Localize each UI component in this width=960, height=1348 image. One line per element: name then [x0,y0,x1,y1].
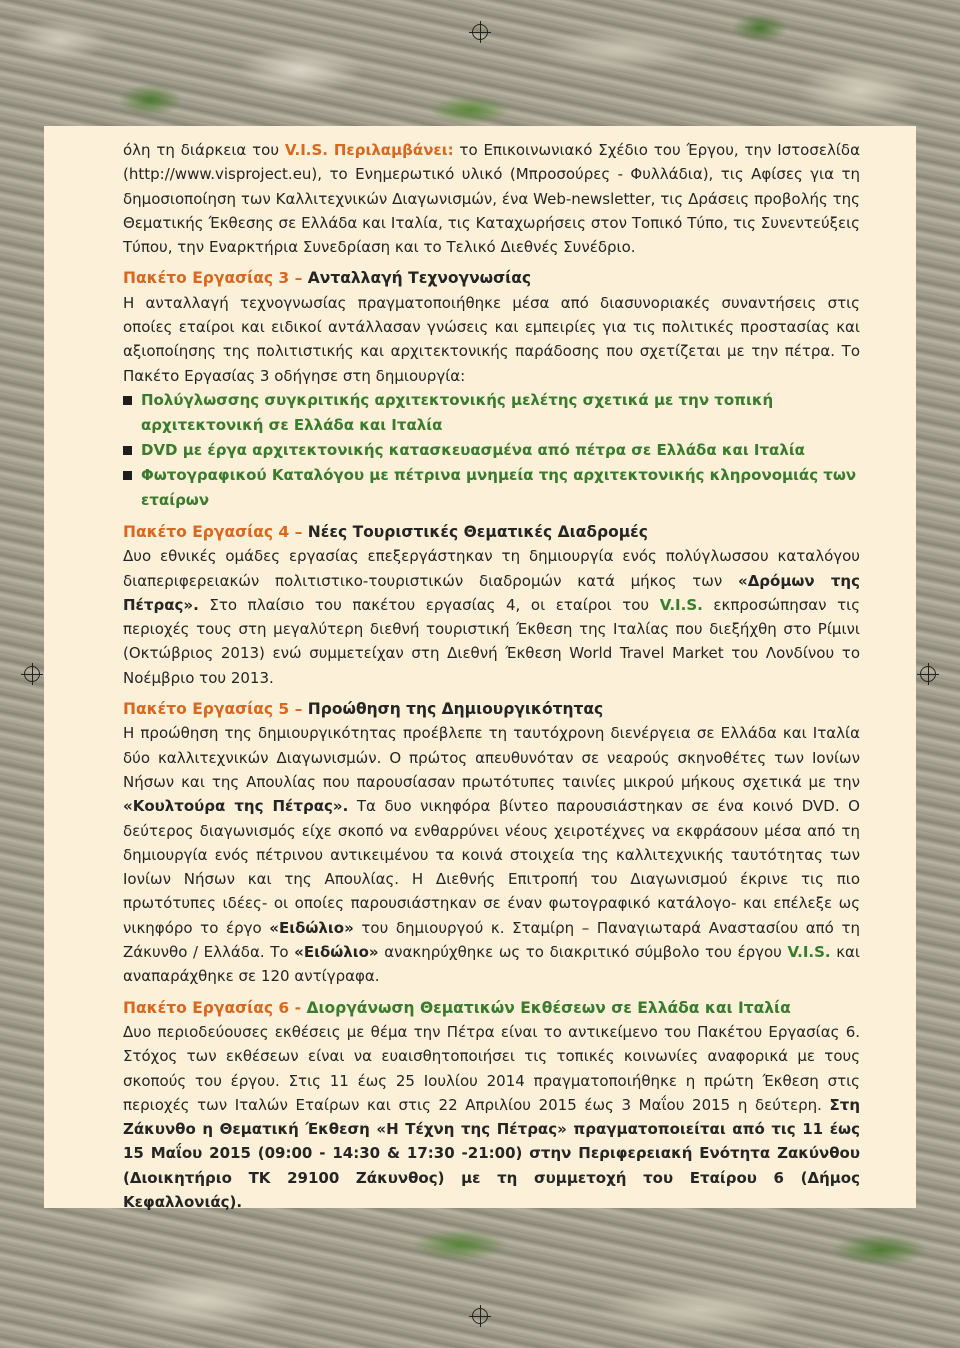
list-item [123,463,860,513]
text: Τα δυο νικηφόρα βίντεο παρουσιάστηκαν σε ένα κοινό DVD. Ο δεύτερος διαγωνισμός είχε σκοπό να ενθαρρύνει νέους χειροτέχνες να εκφράσουν μέσα από τη δημιουργία ενός πέτρινου αντικειμένου τα κοινά στοιχεία της καλλιτεχνικής ταυτότητας των Ιονίων Νήσων και της Απουλίας. Η Διεθνής Επιτροπή του Διαγωνισμού έκρινε τις πιο πρωτότυπες ιδέες- οι οποίες παρουσιάστηκαν σε έναν φωτογραφικό κατάλογο- και επέλεξε ως νικηφόρο το έργο [123,797,860,937]
bullet-text: Πολύγλωσσης συγκριτικής αρχιτεκτονικής μελέτης σχετικά με την τοπική αρχιτεκτονική σε Ελλάδα και Ιταλία [141,390,774,434]
registration-mark-icon [917,663,939,685]
wp-label: Πακέτο Εργασίας 5 – [123,700,308,719]
bold-text: «Δρόμων της Πέτρας». [123,571,860,614]
text: του δημιουργού κ. Σταμίρη – Παναγιωταρά Αναστασίου από τη Ζάκυνθο / Ελλάδα. Το [123,918,860,962]
list-item [123,438,860,463]
bullet-text: DVD με έργα αρχιτεκτονικής κατασκευασμένα από πέτρα σε Ελλάδα και Ιταλία [141,440,805,459]
list-item [123,388,860,438]
wp3-heading [123,266,860,290]
text: όλη τη διάρκεια του [123,141,285,159]
wp-title: Νέες Τουριστικές Θεματικές Διαδρομές [307,522,648,541]
vis-name: V.I.S. [787,943,831,962]
registration-mark-icon [469,21,491,43]
wp6-paragraph [123,1020,860,1214]
wp-title: Ανταλλαγή Τεχνογνωσίας [307,269,532,288]
bold-text: «Ειδώλιο» [294,943,379,962]
registration-mark-icon [469,1305,491,1327]
wp-label: Πακέτο Εργασίας 4 – [123,522,308,541]
text: Στο πλαίσιο του πακέτου εργασίας 4, οι εταίροι του [198,595,660,614]
wp5-heading [123,697,860,721]
wp4-paragraph [123,544,860,690]
wp-title: Προώθηση της Δημιουργικότητας [307,700,604,719]
registration-mark-icon [21,663,43,685]
wp-title: Διοργάνωση Θεματικών Εκθέσεων σε Ελλάδα και Ιταλία [306,998,791,1017]
text: Δυο περιοδεύουσες εκθέσεις με θέμα την Πέτρα είναι το αντικείμενο του Πακέτου Εργασίας 6. Στόχος των εκθέσεων είναι να ευαισθητοποιήσει τις τοπικές κοινωνίες αναφορικά με τους σκοπούς του έργου. Στις 11 έως 25 Ιουλίου 2014 πραγματοποιήθηκε η πρώτη Έκθεση στις περιοχές των Ιταλών Εταίρων και στις 22 Απριλίου 2015 έως 3 Μαΐου 2015 η δεύτερη. [123,1022,860,1114]
text: ανακηρύχθηκε ως το διακριτικό σύμβολο του έργου [378,943,788,962]
square-bullet-icon [123,446,132,455]
text: το Επικοινωνιακό Σχέδιο του Έργου, την Ιστοσελίδα (http://www.visproject.eu), το Ενημερωτικό υλικό (Μπροσούρες - Φυλλάδια), τις Αφίσες για τη δημοσιοποίηση των Καλλιτεχνικών Διαγωνισμών, ένα Web-newsletter, τις Δράσεις προβολής της Θεματικής Έκθεσης σε Ελλάδα και Ιταλία, τις Καταχωρήσεις στον Τοπικό Τύπο, τις Συνεντεύξεις Τύπου, την Εναρκτήρια Συνεδρίαση και το Τελικό Διεθνές Συνέδριο. [123,141,860,257]
bold-text: «Κουλτούρα της Πέτρας». [123,797,349,816]
wp3-bullet-list [123,388,860,513]
article-body [123,138,860,1214]
wp-label: Πακέτο Εργασίας 3 – [123,269,308,288]
bold-text: «Ειδώλιο» [269,918,354,937]
vis-name: V.I.S. [284,141,328,159]
text: εκπροσώπησαν τις περιοχές τους στη μεγαλύτερη διεθνή τουριστική Έκθεση της Ιταλίας που διεξήχθη στο Ρίμινι (Οκτώβριος 2013) ενώ συμμετείχαν στη Διεθνή Έκθεση World Travel Market του Λονδίνου το Νοέμβριο του 2013. [123,595,860,687]
wp-label: Πακέτο Εργασίας 6 - [123,998,307,1017]
wp3-paragraph: Η ανταλλαγή τεχνογνωσίας πραγματοποιήθηκε μέσα από διασυνοριακές συναντήσεις στις οποίες εταίροι και ειδικοί αντάλλασαν γνώσεις και εμπειρίες για τις πολιτικές προστασίας και αξιοποίησης της πολιτιστικής και αρχιτεκτονικής παράδοσης που σχετίζεται με την πέτρα. Το Πακέτο Εργασίας 3 οδήγησε στη δημιουργία: [123,293,860,385]
text: Η προώθηση της δημιουργικότητας προέβλεπε τη ταυτόχρονη διενέργεια σε Ελλάδα και Ιταλία δύο καλλιτεχνικών Διαγωνισμών. Ο πρώτος απευθυνόταν σε νεαρούς σκηνοθέτες των Ιονίων Νήσων και της Απουλίας που παρουσίασαν πρωτότυπες ταινίες μικρού μήκους σχετικά με την [123,724,860,791]
vis-name: V.I.S. [659,595,703,614]
text: Δυο εθνικές ομάδες εργασίας επεξεργάστηκαν τη δημιουργία ενός πολύγλωσσου καταλόγου διαπεριφερειακών πολιτιστικο-τουριστικών διαδρομών κατά μήκος των [123,547,860,590]
bold-text: Στη Ζάκυνθο η Θεματική Έκθεση «Η Τέχνη της Πέτρας» πραγματοποιείται από τις 11 έως 15 Μαΐου 2015 (09:00 - 14:30 & 17:30 -21:00) στην Περιφερειακή Ενότητα Ζακύνθου (Διοικητήριο ΤΚ 29100 Ζάκυνθος) με τη συμμετοχή του Εταίρου 6 (Δήμος Κεφαλλονιάς). [123,1095,860,1211]
text: και αναπαράχθηκε σε 120 αντίγραφα. [123,943,861,986]
wp6-heading [123,996,860,1020]
bullet-text: Φωτογραφικού Καταλόγου με πέτρινα μνημεία της αρχιτεκτονικής κληρονομιάς των εταίρων [141,465,857,509]
includes-label: Περιλαμβάνει: [333,141,454,159]
wp5-paragraph [123,721,860,988]
square-bullet-icon [123,471,132,480]
wp4-heading [123,520,860,544]
square-bullet-icon [123,396,132,405]
intro-paragraph [123,138,860,259]
